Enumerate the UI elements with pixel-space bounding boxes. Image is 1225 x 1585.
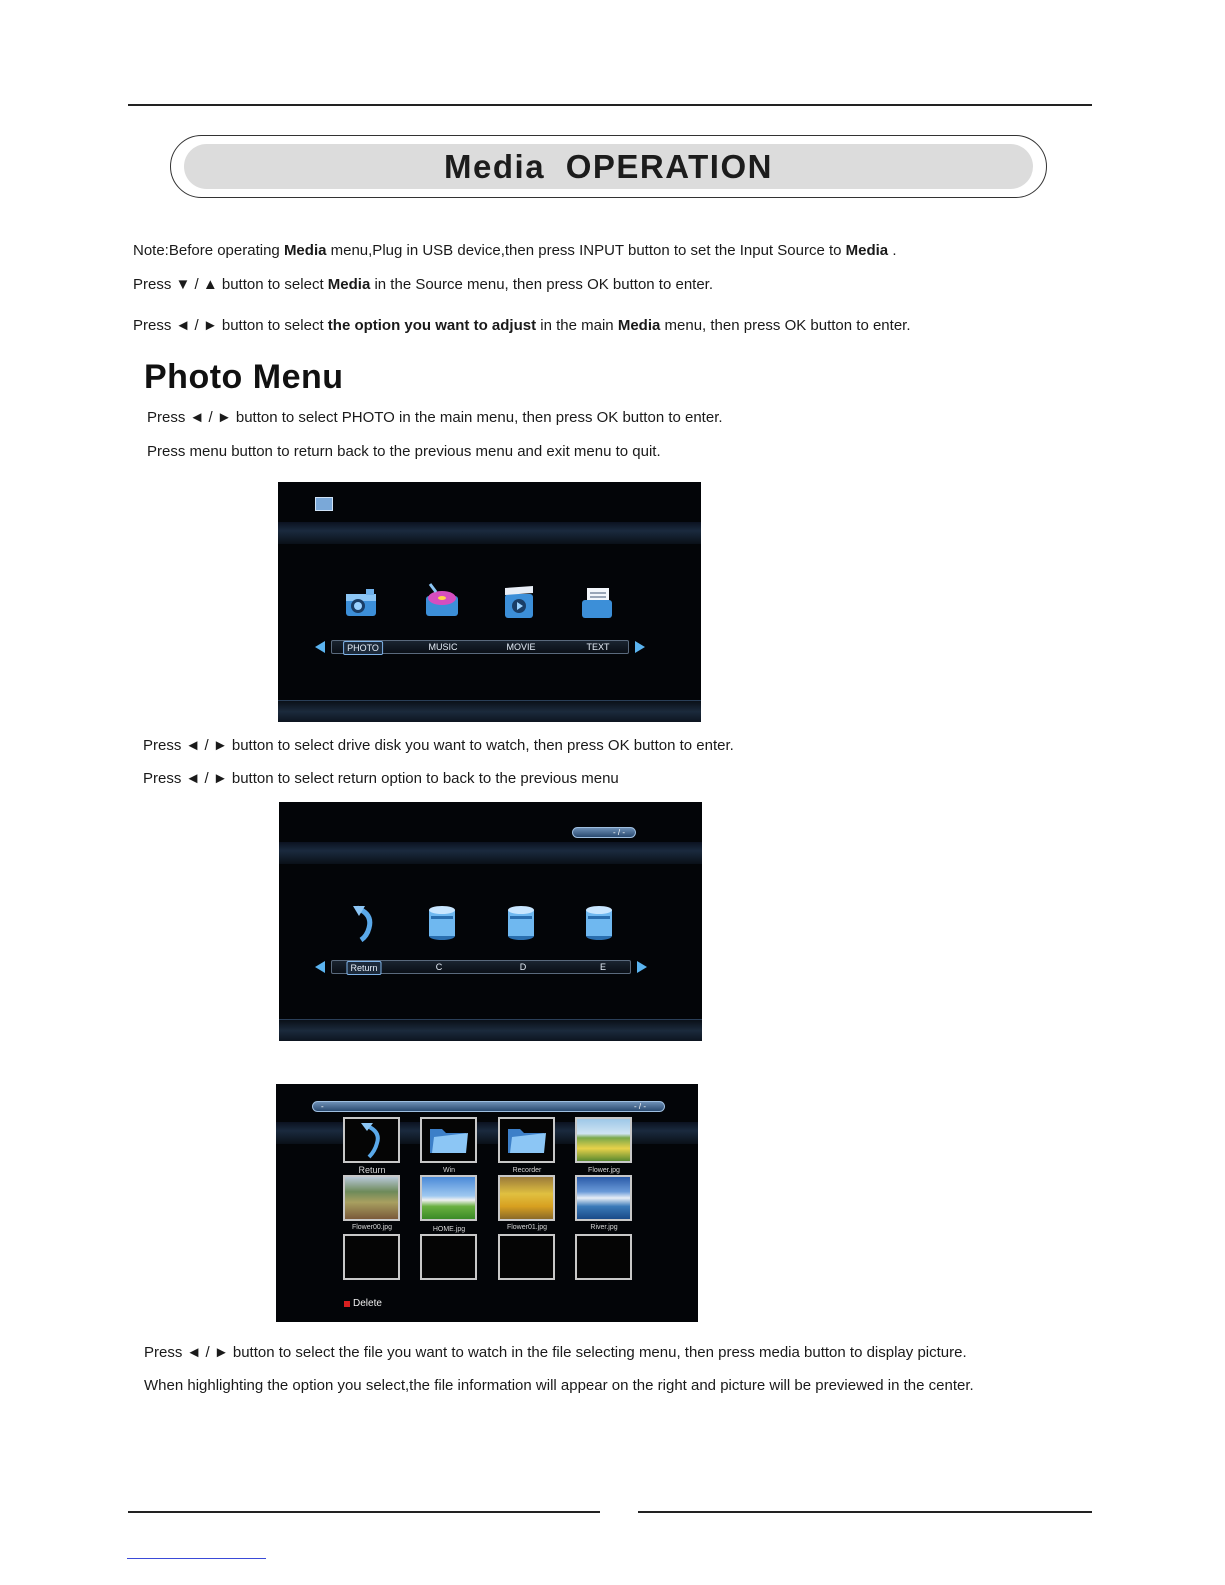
- photo-instruction-5: Press ◄ / ► button to select the file you want to watch in the file selecting menu, then press media button to display picture.: [144, 1344, 967, 1361]
- page-indicator: - / -: [572, 827, 636, 838]
- drive-bar: [331, 960, 631, 974]
- file-caption: River.jpg: [590, 1224, 618, 1231]
- note-line: Note:Before operating Media menu,Plug in USB device,then press INPUT button to set the Input Source to Media .: [133, 242, 897, 259]
- folder-icon: [500, 1119, 553, 1161]
- path-text: -: [321, 1102, 324, 1111]
- empty-slot: [575, 1234, 632, 1280]
- file-thumb-folder-win[interactable]: [420, 1117, 477, 1163]
- nav-right-arrow-icon[interactable]: [635, 641, 645, 653]
- file-thumb-flower[interactable]: [575, 1117, 632, 1163]
- media-logo-icon: [315, 497, 333, 511]
- file-thumb-home[interactable]: [420, 1175, 477, 1221]
- movie-clapper-icon: [502, 584, 536, 620]
- file-caption: HOME.jpg: [432, 1226, 466, 1233]
- folder-icon: [422, 1119, 475, 1161]
- file-caption: Win: [442, 1167, 456, 1174]
- file-thumb-flower01[interactable]: [498, 1175, 555, 1221]
- top-rule: [128, 104, 1092, 106]
- menu-item-movie[interactable]: MOVIE: [506, 642, 536, 652]
- photo-instruction-2: Press menu button to return back to the previous menu and exit menu to quit.: [147, 443, 661, 460]
- path-bar: [312, 1101, 665, 1112]
- return-arrow-icon: [345, 1119, 398, 1161]
- file-thumb-return[interactable]: [343, 1117, 400, 1163]
- red-key-icon: [344, 1301, 350, 1307]
- file-caption: Flower01.jpg: [506, 1224, 548, 1231]
- nav-left-arrow-icon[interactable]: [315, 961, 325, 973]
- drive-item-return[interactable]: Return: [346, 961, 381, 975]
- drive-item-e[interactable]: E: [599, 962, 607, 972]
- file-caption: Flower.jpg: [588, 1167, 620, 1174]
- footer-link-underline: [127, 1558, 266, 1559]
- source-instruction: Press ▼ / ▲ button to select Media in the Source menu, then press OK button to enter.: [133, 276, 714, 293]
- nav-left-arrow-icon[interactable]: [315, 641, 325, 653]
- music-disc-icon: [422, 582, 462, 620]
- photo-instruction-6: When highlighting the option you select,the file information will appear on the right and picture will be previewed in the center.: [144, 1377, 974, 1394]
- menu-item-music[interactable]: MUSIC: [428, 642, 458, 652]
- page-indicator: - / -: [634, 1102, 646, 1111]
- empty-slot: [343, 1234, 400, 1280]
- delete-label: Delete: [353, 1298, 382, 1309]
- media-main-menu-screen: [278, 482, 701, 722]
- photo-instruction-4: Press ◄ / ► button to select return option to back to the previous menu: [143, 770, 619, 787]
- drive-e-icon: [584, 904, 614, 942]
- photo-instruction-1: Press ◄ / ► button to select PHOTO in the main menu, then press OK button to enter.: [147, 409, 723, 426]
- text-document-icon: [579, 586, 615, 620]
- menu-item-text[interactable]: TEXT: [586, 642, 610, 652]
- return-arrow-icon: [351, 904, 377, 942]
- file-thumb-flower00[interactable]: [343, 1175, 400, 1221]
- delete-button[interactable]: [344, 1298, 382, 1309]
- section-heading: Photo Menu: [144, 358, 344, 396]
- photo-camera-icon: [344, 586, 380, 620]
- photo-instruction-3: Press ◄ / ► button to select drive disk you want to watch, then press OK button to enter.: [143, 737, 734, 754]
- file-thumb-folder-recorder[interactable]: [498, 1117, 555, 1163]
- file-caption: Return: [358, 1165, 386, 1175]
- drive-c-icon: [427, 904, 457, 942]
- file-caption: Flower00.jpg: [351, 1224, 393, 1231]
- footer-rule-left: [128, 1511, 600, 1513]
- empty-slot: [498, 1234, 555, 1280]
- menu-item-photo[interactable]: PHOTO: [343, 641, 383, 655]
- file-caption: Recorder: [512, 1167, 542, 1174]
- page-title: Media OPERATION: [184, 144, 1033, 189]
- title-banner: [170, 135, 1047, 198]
- file-browser-screen: [276, 1084, 698, 1322]
- main-menu-instruction: Press ◄ / ► button to select the option you want to adjust in the main Media menu, then press OK button to enter.: [133, 317, 911, 334]
- drive-select-screen: [279, 802, 702, 1041]
- nav-right-arrow-icon[interactable]: [637, 961, 647, 973]
- footer-rule-right: [638, 1511, 1092, 1513]
- empty-slot: [420, 1234, 477, 1280]
- drive-item-c[interactable]: C: [435, 962, 443, 972]
- drive-item-d[interactable]: D: [519, 962, 527, 972]
- file-thumb-river[interactable]: [575, 1175, 632, 1221]
- drive-d-icon: [506, 904, 536, 942]
- media-category-bar: [331, 640, 629, 654]
